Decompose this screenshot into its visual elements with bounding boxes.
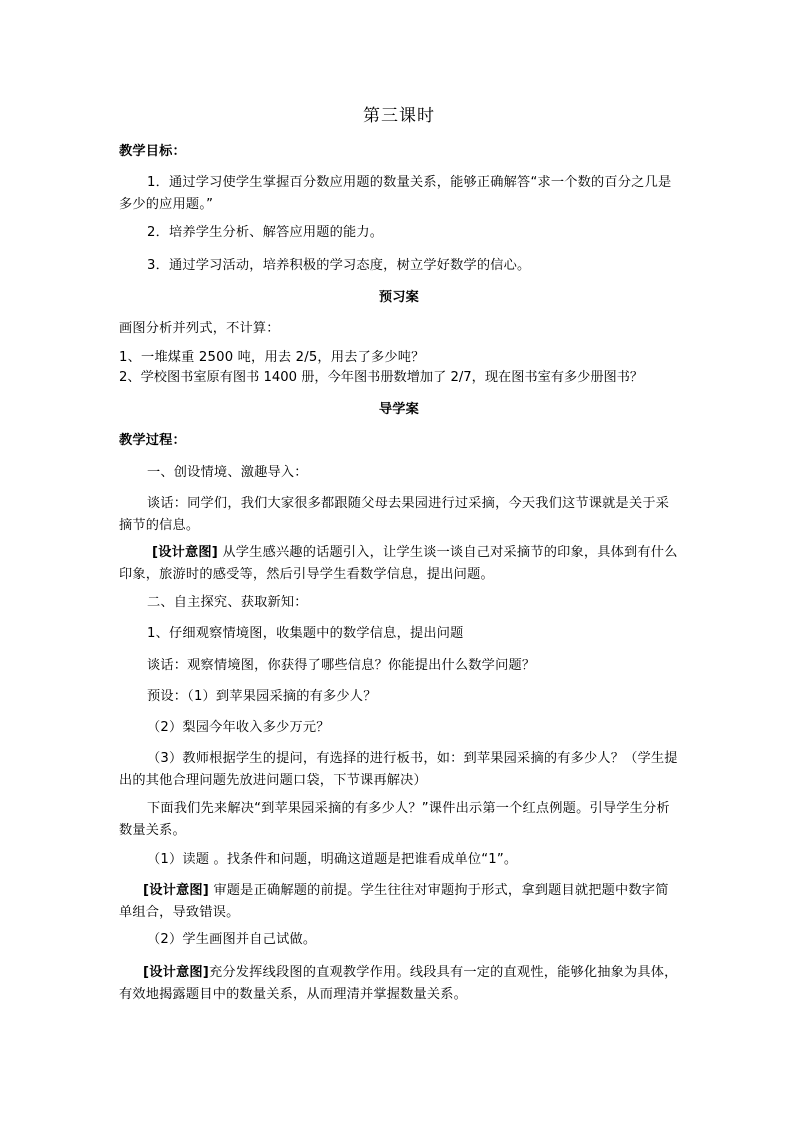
goal-2: 2．培养学生分析、解答应用题的能力。 <box>147 225 384 240</box>
design-intent-tag: [设计意图] <box>143 965 210 980</box>
talk-1: 谈话：同学们，我们大家很多都跟随父母去果园进行过采摘，今天我们这节课就是关于采摘节的信息。 <box>119 496 670 533</box>
solve-intro: 下面我们先来解决“到苹果园采摘的有多少人？”课件出示第一个红点例题。引导学生分析数量关系。 <box>119 801 670 838</box>
design-intent-tag: [设计意图] <box>143 883 210 898</box>
design-intent-3 <box>119 962 679 1006</box>
preview-heading: 预习案 <box>378 290 420 305</box>
design-intent-text: 从学生感兴趣的话题引入，让学生谈一谈自己对采摘节的印象，具体到有什么印象，旅游时的感受等，然后引导学生看数学信息，提出问题。 <box>119 545 678 582</box>
page-title: 第三课时 <box>363 106 435 126</box>
read-step: （1）读题 。找条件和问题，明确这道题是把谁看成单位“1”。 <box>147 852 518 867</box>
step-1: 一、创设情境、激趣导入： <box>147 465 308 480</box>
preview-question-1: 1、一堆煤重 2500 吨，用去 2/5，用去了多少吨？ <box>119 350 425 365</box>
guide-heading: 导学案 <box>378 402 420 417</box>
goal-3: 3．通过学习活动，培养积极的学习态度，树立学好数学的信心。 <box>147 258 531 273</box>
preset-1: 预设：（1）到苹果园采摘的有多少人？ <box>147 689 377 704</box>
preset-3: （3）教师根据学生的提问，有选择的进行板书，如：到苹果园采摘的有多少人？（学生提出的其他合理问题先放进问题口袋，下节课再解决） <box>119 751 678 788</box>
sub-step-1: 1、仔细观察情境图，收集题中的数学信息，提出问题 <box>147 626 464 641</box>
talk-2: 谈话：观察情境图，你获得了哪些信息？你能提出什么数学问题？ <box>147 658 536 673</box>
goal-1: 1．通过学习使学生掌握百分数应用题的数量关系，能够正确解答“求一个数的百分之几是多少的应用题。” <box>119 175 672 212</box>
design-intent-1 <box>119 542 679 586</box>
preset-2: （2）梨园今年收入多少万元？ <box>147 720 330 735</box>
design-intent-2 <box>119 880 679 924</box>
design-intent-text: 审题是正确解题的前提。学生往往对审题拘于形式，拿到题目就把题中数字简单组合，导致错误。 <box>119 883 669 920</box>
preview-instruction: 画图分析并列式，不计算： <box>119 321 280 336</box>
process-heading: 教学过程： <box>119 433 186 448</box>
design-intent-tag: [设计意图] <box>152 545 219 560</box>
step-2: 二、自主探究、获取新知： <box>147 595 308 610</box>
preview-question-2: 2、学校图书室原有图书 1400 册，今年图书册数增加了 2/7，现在图书室有多少册图书？ <box>119 370 644 385</box>
draw-step: （2）学生画图并自己试做。 <box>147 932 317 947</box>
goals-heading: 教学目标： <box>119 144 186 159</box>
design-intent-text: 充分发挥线段图的直观教学作用。线段具有一定的直观性，能够化抽象为具体，有效地揭露题目中的数量关系，从而理清并掌握数量关系。 <box>119 965 678 1002</box>
